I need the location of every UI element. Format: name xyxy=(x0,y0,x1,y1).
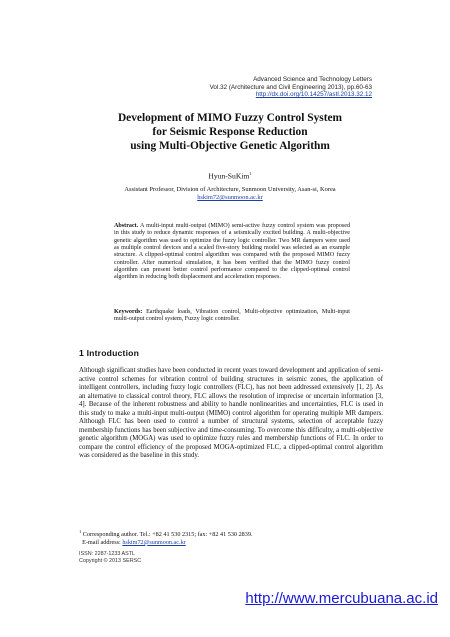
title-line-1: Development of MIMO Fuzzy Control System xyxy=(117,112,343,124)
footnote xyxy=(79,528,379,546)
author-marker: 1 xyxy=(249,171,252,176)
journal-header xyxy=(152,76,372,99)
journal-name: Advanced Science and Technology Letters xyxy=(253,76,372,83)
watermark-link[interactable]: http://www.mercubuana.ac.id xyxy=(245,590,438,607)
section-heading: 1 Introduction xyxy=(79,348,140,358)
introduction-body: Although significant studies have been conducted in recent years toward development and application of semi-active control schemes for vibration control of building structures in seismic zones, the application of intelligent controllers, including fuzzy logic controllers (FLC), has not been addressed extensively [1, 2]. As an alternative to classical control theory, FLC allows the resolution of imprecise or uncertain information [3, 4]. Because of the inherent robustness and ability to handle nonlinearities and uncertainties, FLC is used in this study to make a multi-input multi-output (MIMO) control algorithm for operating multiple MR dampers. Although FLC has been used to control a number of structural systems, selection of acceptable fuzzy membership functions has been subjective and time-consuming. To overcome this difficulty, a multi-objective genetic algorithm (MOGA) was used to optimize fuzzy rules and membership functions of FLC. In order to compare the control efficiency of the proposed MOGA-optimized FLC, a clipped-optimal control algorithm was considered as the baseline in this study. xyxy=(79,367,383,460)
doi-link[interactable]: http://dx.doi.org/10.14257/astl.2013.32.12 xyxy=(255,91,372,99)
issn-line: ISSN: 2287-1233 ASTL xyxy=(79,551,136,557)
author-email-link[interactable]: hskim72@sunmoon.ac.kr xyxy=(197,194,263,201)
abstract-text: A multi-input multi-output (MIMO) semi-active fuzzy control system was proposed in this study to reduce dynamic responses of a seismically excited building. A multi-objective genetic algorithm was used to optimize the fuzzy logic controller. Two MR dampers were used as multiple control devices and a scaled five-story building model was selected as an example structure. A clipped-optimal control algorithm was compared with the proposed MIMO fuzzy controller. After numerical simulation, it has been verified that the MIMO fuzzy control algorithm can present better control performance compared to the clipped-optimal control algorithm in reducing both displacement and acceleration responses. xyxy=(114,223,350,281)
keywords xyxy=(114,309,350,324)
title-line-2: for Seismic Response Reduction xyxy=(152,126,308,139)
footnote-marker: 1 xyxy=(79,529,82,534)
journal-volume: Vol.32 (Architecture and Civil Engineering 2013), pp.60-63 xyxy=(209,83,372,91)
footnote-text: Corresponding author. Tel.: +82 41 530 2315; fax: +82 41 530 2839. xyxy=(81,531,253,539)
abstract-label: Abstract. xyxy=(114,223,139,229)
title-line-3: using Multi-Objective Genetic Algorithm xyxy=(130,140,330,153)
footnote-line-2 xyxy=(79,539,379,547)
author-name xyxy=(80,171,380,181)
footnote-email-label: E-mail address: xyxy=(82,538,121,546)
author-name-text: Hyun-SuKim xyxy=(208,171,250,181)
issn-block xyxy=(79,551,141,564)
abstract xyxy=(114,223,350,282)
footnote-email-link[interactable]: hskim72@sunmoon.ac.kr xyxy=(122,538,186,546)
keywords-text: Earthquake loads, Vibration control, Multi-objective optimization, Multi-input multi-output control system, Fuzzy logic controller. xyxy=(114,309,350,323)
paper-title xyxy=(80,111,380,154)
copyright-line: Copyright © 2013 SERSC xyxy=(79,557,142,564)
affiliation-text: Assistant Professor, Division of Architecture, Sunmoon University, Asan-si, Korea xyxy=(124,186,336,193)
footnote-line-1 xyxy=(79,528,379,539)
keywords-label: Keywords: xyxy=(114,309,143,315)
author-affiliation xyxy=(80,186,380,202)
